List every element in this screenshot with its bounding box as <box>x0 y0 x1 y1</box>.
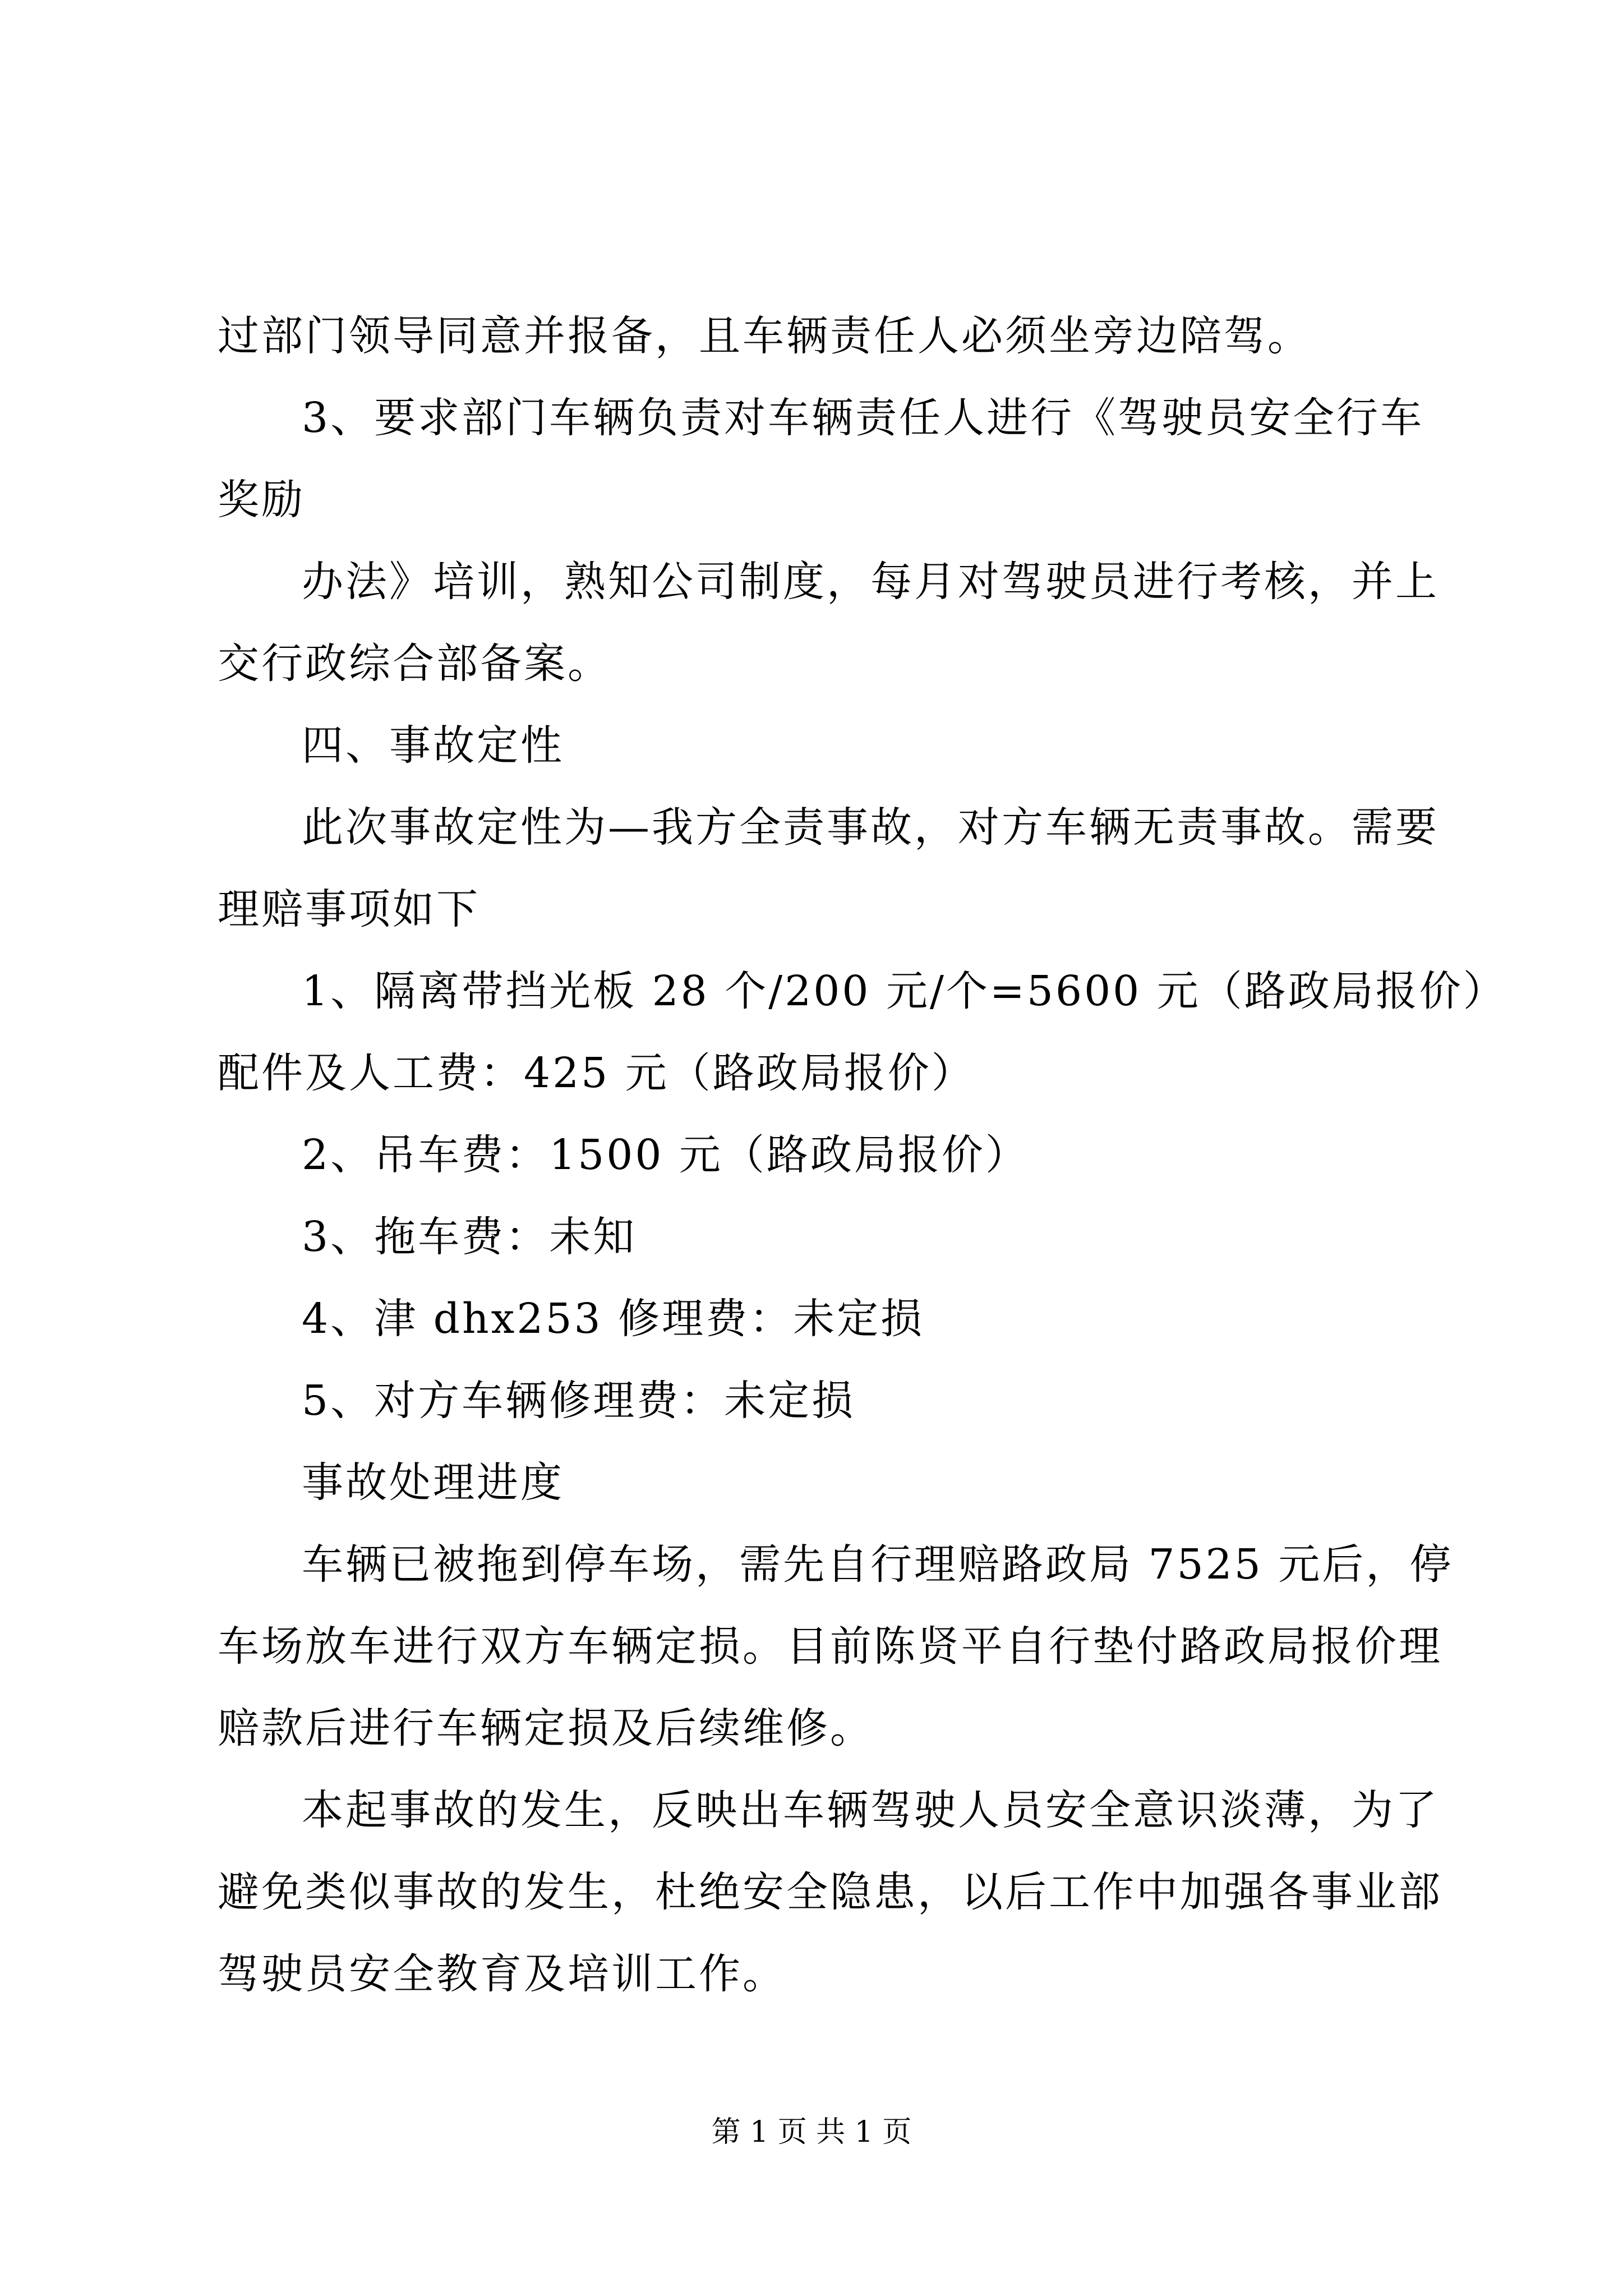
list-item: 3、拖车费：未知 <box>302 1213 637 1261</box>
text-line: 车辆已被拖到停车场，需先自行理赔路政局 7525 元后，停 <box>302 1540 1454 1589</box>
list-item: 2、吊车费：1500 元（路政局报价） <box>302 1131 1029 1179</box>
text-line: 避免类似事故的发生，杜绝安全隐患，以后工作中加强各事业部 <box>218 1868 1442 1916</box>
text-line: 此次事故定性为—我方全责事故，对方车辆无责事故。需要 <box>302 803 1439 852</box>
section-heading: 事故处理进度 <box>302 1458 564 1507</box>
text-line: 交行政综合部备案。 <box>218 639 611 688</box>
section-heading: 四、事故定性 <box>302 721 564 770</box>
text-line: 本起事故的发生，反映出车辆驾驶人员安全意识淡薄，为了 <box>302 1786 1439 1834</box>
list-item: 1、隔离带挡光板 28 个/200 元/个=5600 元（路政局报价） <box>302 967 1507 1015</box>
text-line: 驾驶员安全教育及培训工作。 <box>218 1950 786 1998</box>
list-item: 4、津 dhx253 修理费：未定损 <box>302 1295 925 1343</box>
list-item: 5、对方车辆修理费：未定损 <box>302 1377 856 1425</box>
text-line: 过部门领导同意并报备，且车辆责任人必须坐旁边陪驾。 <box>218 312 1311 360</box>
text-line: 办法》培训，熟知公司制度，每月对驾驶员进行考核，并上 <box>302 558 1439 606</box>
text-line: 赔款后进行车辆定损及后续维修。 <box>218 1704 874 1752</box>
text-line: 3、要求部门车辆负责对车辆责任人进行《驾驶员安全行车 <box>302 394 1424 442</box>
text-line: 车场放车进行双方车辆定损。目前陈贤平自行垫付路政局报价理 <box>218 1622 1442 1671</box>
text-line: 配件及人工费：425 元（路政局报价） <box>218 1049 975 1097</box>
page-number-footer: 第 1 页 共 1 页 <box>711 2115 912 2149</box>
text-line: 奖励 <box>218 476 305 524</box>
text-line: 理赔事项如下 <box>218 885 480 933</box>
